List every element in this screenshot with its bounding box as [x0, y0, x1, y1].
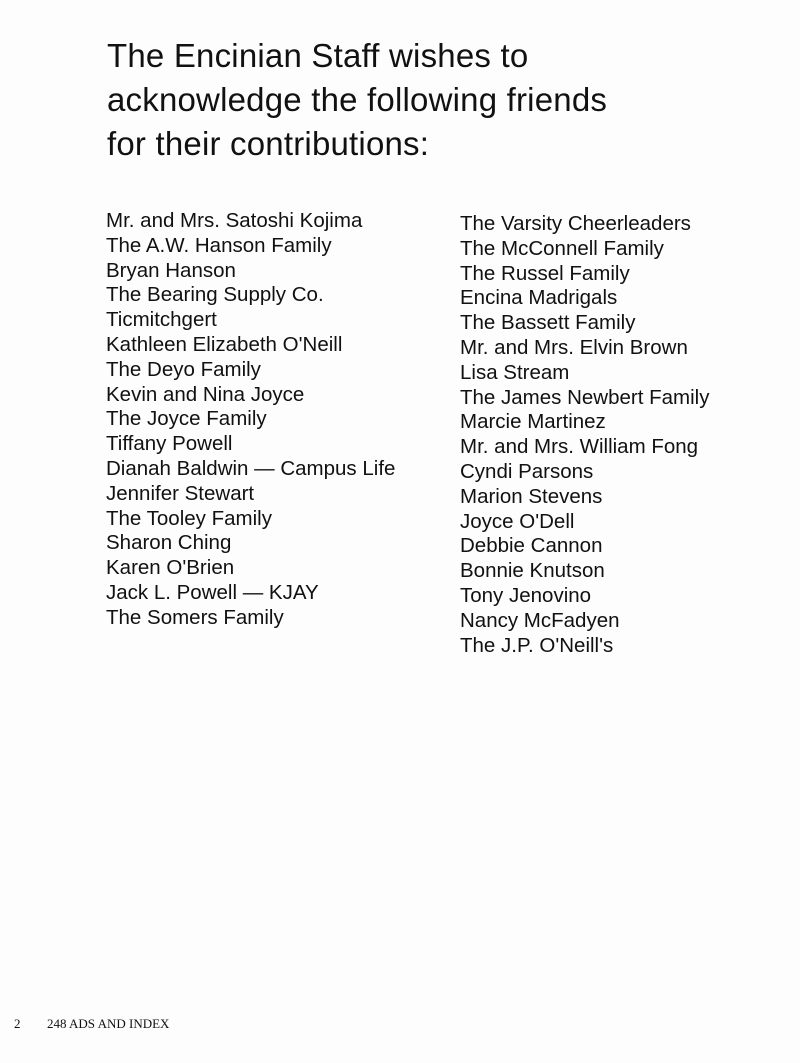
- contributor-name: Karen O'Brien: [106, 556, 235, 580]
- page-footer-label: 248 ADS AND INDEX: [47, 1016, 170, 1031]
- contributor-name: Mr. and Mrs. Satoshi Kojima: [106, 209, 363, 232]
- contributor-name: Sharon Ching: [106, 531, 232, 555]
- contributor-name: Joyce O'Dell: [460, 509, 575, 533]
- contributor-name: Jennifer Stewart: [106, 481, 255, 505]
- contributor-name: Cyndi Parsons: [460, 459, 594, 483]
- contributor-name: Nancy McFadyen: [460, 608, 620, 632]
- contributor-name: The Bearing Supply Co.: [106, 283, 324, 307]
- contributor-name: The Varsity Cheerleaders: [460, 212, 691, 235]
- contributor-name: Jack L. Powell — KJAY: [106, 580, 319, 604]
- heading-line-3: for their contributions:: [107, 125, 430, 162]
- contributor-name: The J.P. O'Neill's: [460, 633, 614, 657]
- contributor-name: The Tooley Family: [106, 506, 272, 530]
- contributor-name: The James Newbert Family: [460, 385, 710, 409]
- contributor-name: The A.W. Hanson Family: [106, 233, 332, 257]
- contributor-name: Lisa Stream: [460, 360, 570, 384]
- contributor-name: Bonnie Knutson: [460, 559, 605, 583]
- page-heading: [107, 34, 747, 166]
- contributor-name: Kathleen Elizabeth O'Neill: [106, 332, 343, 356]
- contributor-name: The Russel Family: [460, 261, 630, 285]
- contributor-name: Tony Jenovino: [460, 583, 592, 607]
- contributor-name: Marion Stevens: [460, 484, 603, 508]
- contributor-name: Mr. and Mrs. William Fong: [460, 435, 699, 459]
- margin-number: 2: [14, 1016, 21, 1031]
- contributor-name: The McConnell Family: [460, 236, 664, 260]
- contributors-right-column: [460, 212, 709, 658]
- heading-line-2: acknowledge the following friends: [107, 81, 608, 118]
- contributor-name: Bryan Hanson: [106, 258, 236, 282]
- contributor-name: The Somers Family: [106, 605, 284, 629]
- contributor-name: The Joyce Family: [106, 407, 267, 431]
- contributor-name: The Deyo Family: [106, 357, 261, 381]
- contributor-name: Encina Madrigals: [460, 286, 618, 310]
- contributor-name: Marcie Martinez: [460, 410, 606, 434]
- contributor-name: The Bassett Family: [460, 311, 636, 335]
- contributor-name: Debbie Cannon: [460, 534, 603, 558]
- contributor-name: Kevin and Nina Joyce: [106, 382, 305, 406]
- contributor-name: Tiffany Powell: [106, 432, 233, 456]
- contributor-name: Mr. and Mrs. Elvin Brown: [460, 335, 688, 359]
- heading-line-1: The Encinian Staff wishes to: [107, 37, 529, 74]
- contributor-name: Ticmitchgert: [106, 308, 217, 332]
- contributor-name: Dianah Baldwin — Campus Life: [106, 456, 396, 480]
- contributors-left-column: [106, 209, 395, 631]
